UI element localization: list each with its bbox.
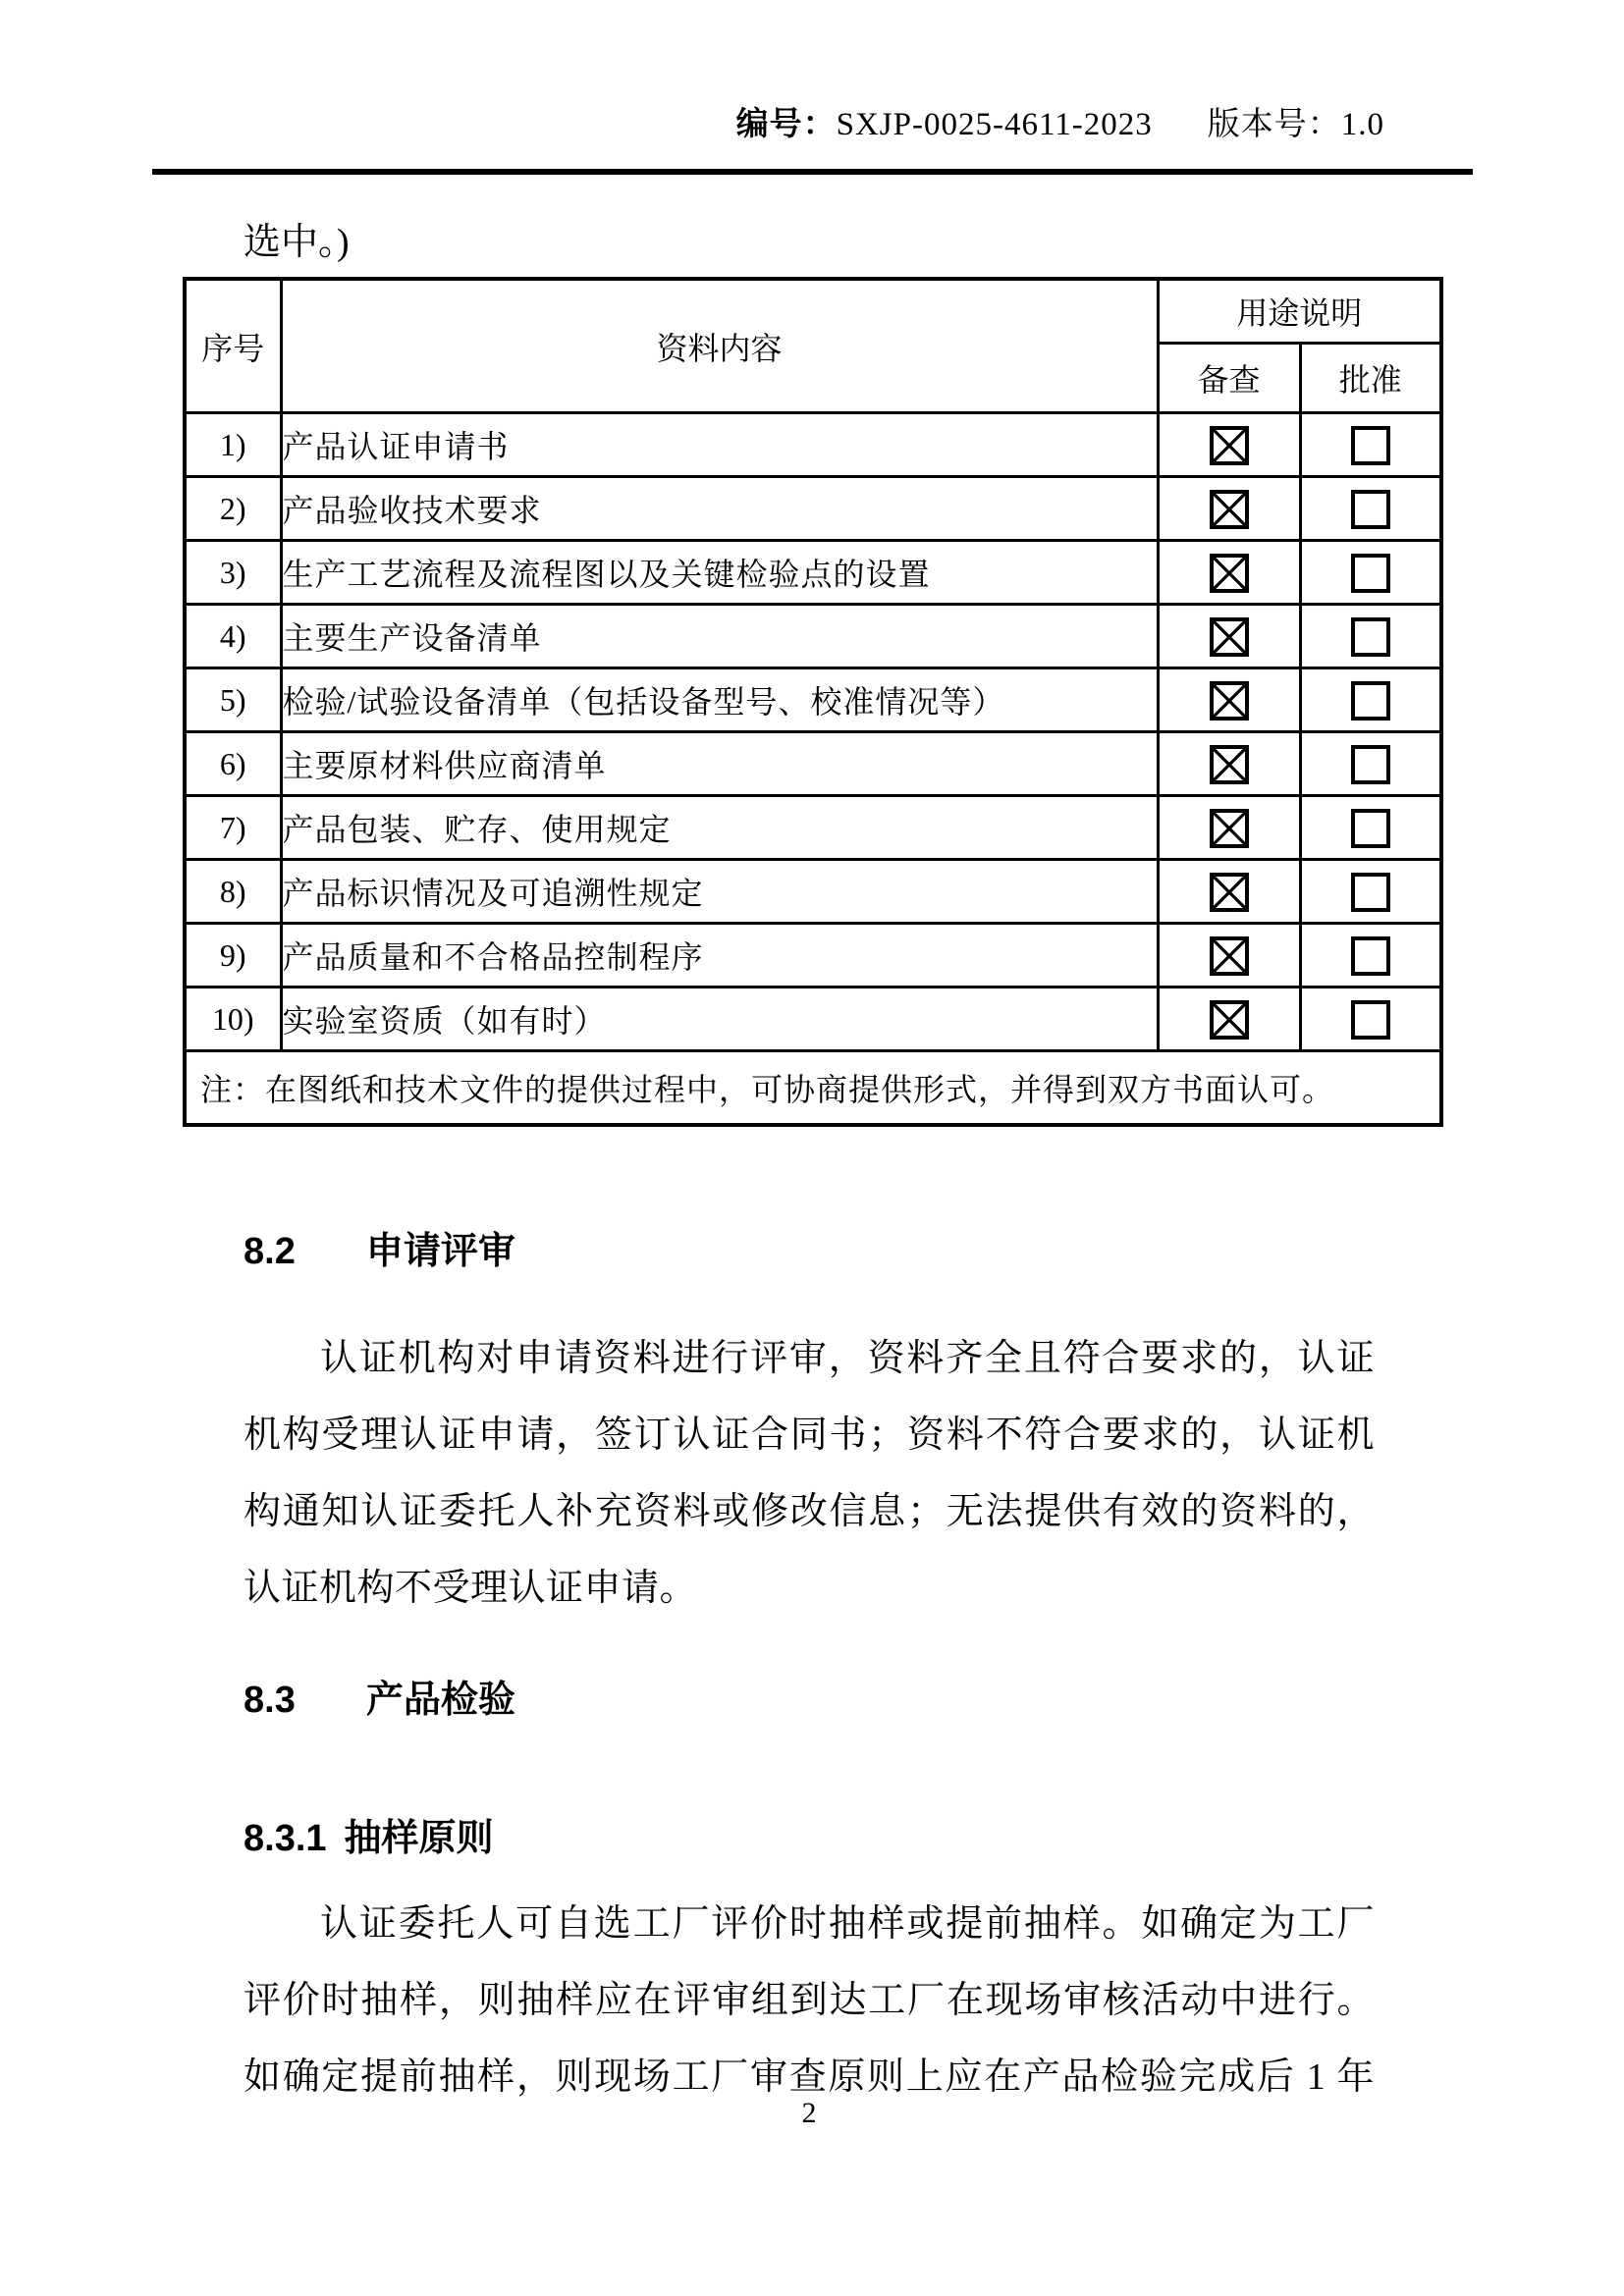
filing-checkbox-icon: [1210, 809, 1249, 848]
approval-checkbox-icon: [1351, 873, 1390, 912]
row-number: 3): [185, 541, 281, 605]
table-row: [185, 732, 1441, 796]
materials-checklist-table: [183, 277, 1443, 1127]
filing-checkbox-icon: [1210, 617, 1249, 657]
column-header-filing: 备查: [1158, 344, 1300, 413]
table-note-row: [185, 1051, 1441, 1126]
approval-checkbox-icon: [1351, 745, 1390, 784]
version-label: 版本号：: [1207, 107, 1341, 142]
section-8-2-paragraph: [244, 1320, 1375, 1627]
doc-number-value: SXJP-0025-4611-2023: [836, 107, 1153, 142]
row-content: 产品包装、贮存、使用规定: [281, 796, 1158, 860]
section-title: 抽样原则: [344, 1818, 494, 1859]
table-row: [185, 860, 1441, 924]
filing-checkbox-icon: [1210, 936, 1249, 976]
document-header: [0, 0, 1384, 145]
section-8-3-1-paragraph: [244, 1886, 1375, 2115]
table-row: [185, 605, 1441, 668]
row-number: 4): [185, 605, 281, 668]
approval-checkbox-icon: [1351, 936, 1390, 976]
table-row: [185, 413, 1441, 477]
paragraph-line: 如确定提前抽样，则现场工厂审查原则上应在产品检验完成后 1 年: [244, 2056, 1375, 2098]
approval-checkbox-icon: [1351, 809, 1390, 848]
approval-checkbox-icon: [1351, 426, 1390, 465]
table-row: [185, 477, 1441, 541]
filing-checkbox-icon: [1210, 1000, 1249, 1040]
row-content: 主要原材料供应商清单: [281, 732, 1158, 796]
page-number: 2: [801, 2097, 817, 2129]
section-title: 产品检验: [365, 1680, 515, 1721]
carryover-text: 选中。): [244, 222, 350, 263]
table-row: [185, 988, 1441, 1051]
table-note: 注：在图纸和技术文件的提供过程中，可协商提供形式，并得到双方书面认可。: [185, 1051, 1441, 1126]
paragraph-line: 构通知认证委托人补充资料或修改信息；无法提供有效的资料的，: [244, 1491, 1375, 1532]
row-content: 产品认证申请书: [281, 413, 1158, 477]
filing-checkbox-icon: [1210, 681, 1249, 721]
paragraph-line: 评价时抽样，则抽样应在评审组到达工厂在现场审核活动中进行。: [244, 1980, 1375, 2021]
section-number: 8.3: [244, 1680, 296, 1721]
row-number: 2): [185, 477, 281, 541]
section-number: 8.3.1: [244, 1818, 327, 1859]
row-content: 产品验收技术要求: [281, 477, 1158, 541]
row-content: 主要生产设备清单: [281, 605, 1158, 668]
column-header-approval: 批准: [1300, 344, 1441, 413]
doc-number-label: 编号：: [735, 107, 837, 142]
column-header-usage: 用途说明: [1158, 279, 1441, 344]
paragraph-line: 认证委托人可自选工厂评价时抽样或提前抽样。如确定为工厂: [320, 1903, 1375, 1945]
row-content: 检验/试验设备清单（包括设备型号、校准情况等）: [281, 668, 1158, 732]
approval-checkbox-icon: [1351, 490, 1390, 529]
filing-checkbox-icon: [1210, 873, 1249, 912]
filing-checkbox-icon: [1210, 426, 1249, 465]
table-row: [185, 924, 1441, 988]
filing-checkbox-icon: [1210, 554, 1249, 593]
filing-checkbox-icon: [1210, 490, 1249, 529]
row-number: 7): [185, 796, 281, 860]
paragraph-line: 认证机构不受理认证申请。: [244, 1568, 698, 1609]
table-header-row-1: [185, 279, 1441, 344]
row-number: 9): [185, 924, 281, 988]
row-number: 6): [185, 732, 281, 796]
section-number: 8.2: [244, 1231, 296, 1272]
row-number: 5): [185, 668, 281, 732]
table-row: [185, 541, 1441, 605]
section-heading-8-3: [244, 1674, 1624, 1728]
row-content: 实验室资质（如有时）: [281, 988, 1158, 1051]
approval-checkbox-icon: [1351, 681, 1390, 721]
paragraph-line: 认证机构对申请资料进行评审，资料齐全且符合要求的，认证: [320, 1338, 1375, 1379]
row-content: 产品质量和不合格品控制程序: [281, 924, 1158, 988]
row-content: 生产工艺流程及流程图以及关键检验点的设置: [281, 541, 1158, 605]
paragraph-line: 机构受理认证申请，签订认证合同书；资料不符合要求的，认证机: [244, 1415, 1375, 1456]
row-number: 1): [185, 413, 281, 477]
section-title: 申请评审: [365, 1231, 515, 1272]
column-header-no: 序号: [185, 279, 281, 413]
row-content: 产品标识情况及可追溯性规定: [281, 860, 1158, 924]
approval-checkbox-icon: [1351, 617, 1390, 657]
version-value: 1.0: [1340, 107, 1384, 142]
approval-checkbox-icon: [1351, 554, 1390, 593]
row-number: 8): [185, 860, 281, 924]
table-row: [185, 668, 1441, 732]
header-rule: [152, 169, 1473, 175]
section-heading-8-2: [244, 1225, 1624, 1279]
column-header-content: 资料内容: [281, 279, 1158, 413]
row-number: 10): [185, 988, 281, 1051]
filing-checkbox-icon: [1210, 745, 1249, 784]
section-heading-8-3-1: [244, 1812, 1624, 1866]
approval-checkbox-icon: [1351, 1000, 1390, 1040]
table-row: [185, 796, 1441, 860]
